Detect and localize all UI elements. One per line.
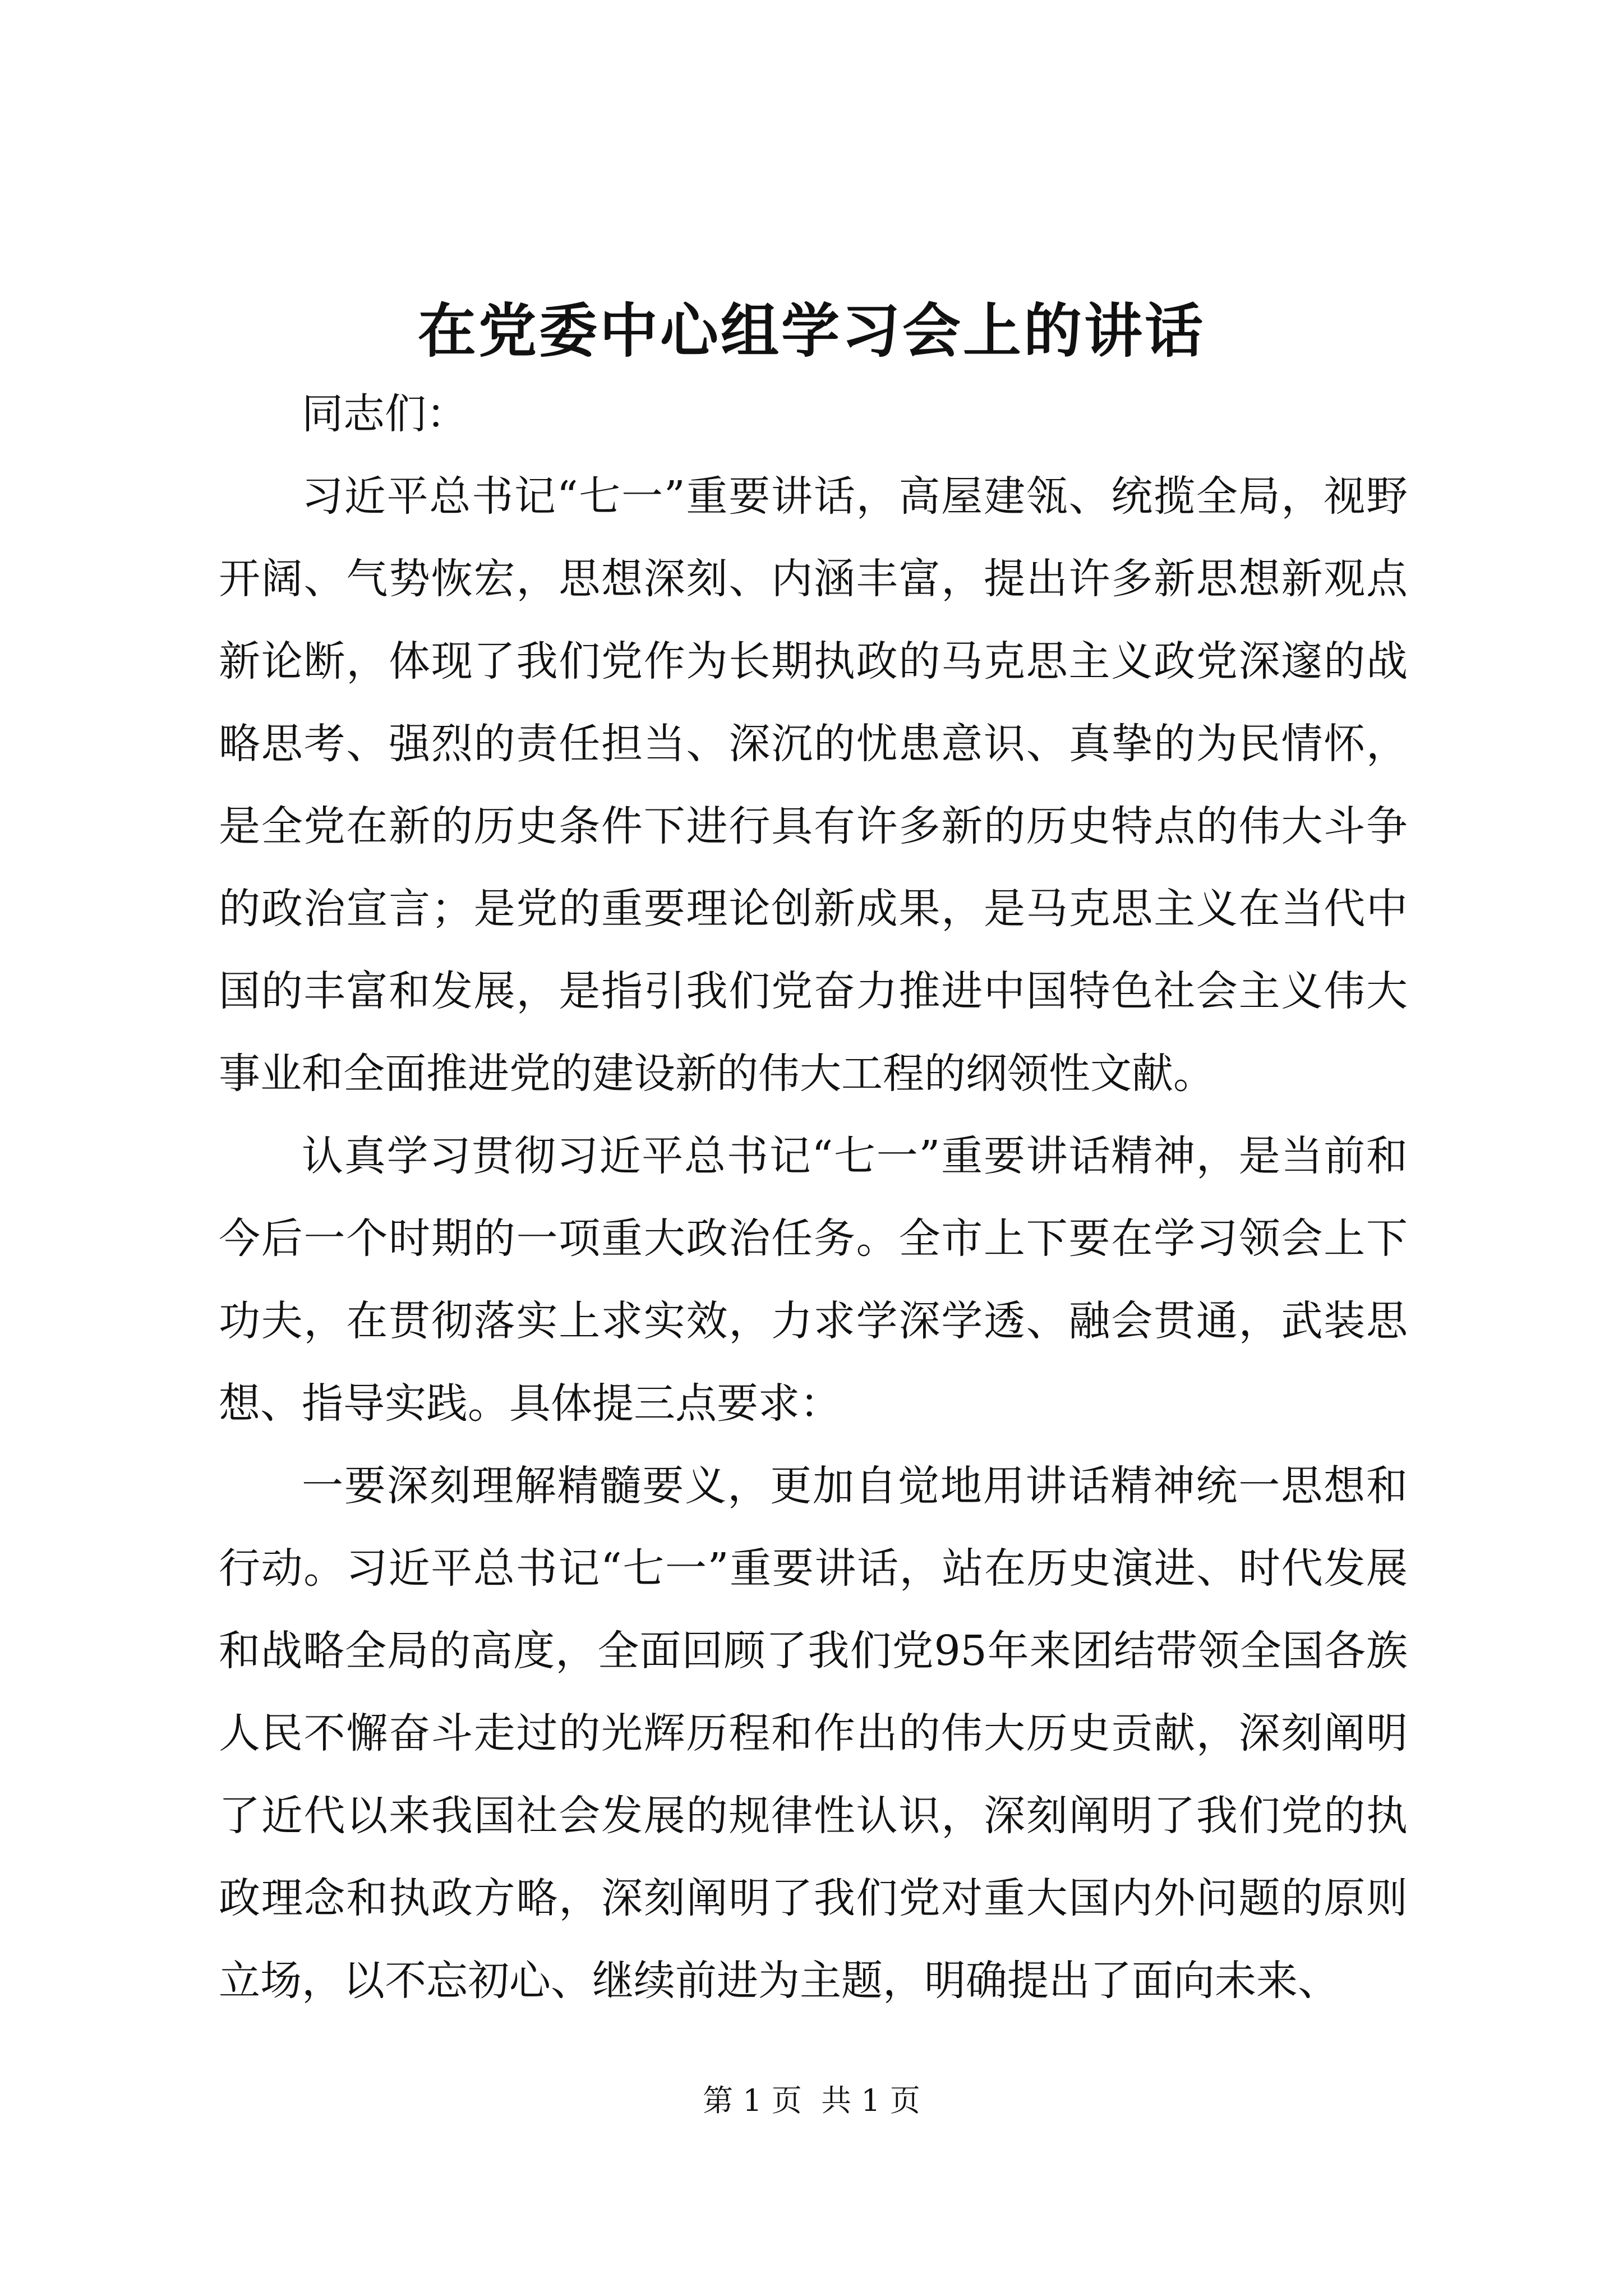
page-footer: 第 1 页 共 1 页: [703, 2083, 920, 2118]
paragraph-1: 习近平总书记“七一”重要讲话，高屋建瓴、统揽全局，视野开阔、气势恢宏，思想深刻、内涵丰富，提出许多新思想新观点新论断，体现了我们党作为长期执政的马克思主义政党深邃的战略思考、强烈的责任担当、深沉的忧患意识、真挚的为民情怀，是全党在新的历史条件下进行具有许多新的历史特点的伟大斗争的政治宣言；是党的重要理论创新成果，是马克思主义在当代中国的丰富和发展，是指引我们党奋力推进中国特色社会主义伟大事业和全面推进党的建设新的伟大工程的纲领性文献。: [219, 472, 1408, 1098]
paragraph-3: 一要深刻理解精髓要义，更加自觉地用讲话精神统一思想和行动。习近平总书记“七一”重要讲话，站在历史演进、时代发展和战略全局的高度，全面回顾了我们党95年来团结带领全国各族人民不懈奋斗走过的光辉历程和作出的伟大历史贡献，深刻阐明了近代以来我国社会发展的规律性认识，深刻阐明了我们党的执政理念和执政方略，深刻阐明了我们党对重大国内外问题的原则立场，以不忘初心、继续前进为主题，明确提出了面向未来、: [219, 1462, 1408, 2005]
salutation: 同志们：: [302, 390, 468, 438]
document-title: 在党委中心组学习会上的讲话: [417, 296, 1205, 365]
document-body: [219, 373, 1408, 2022]
paragraph-2: 认真学习贯彻习近平总书记“七一”重要讲话精神，是当前和今后一个时期的一项重大政治任务。全市上下要在学习领会上下功夫，在贯彻落实上求实效，力求学深学透、融会贯通，武装思想、指导实践。具体提三点要求：: [219, 1132, 1408, 1428]
